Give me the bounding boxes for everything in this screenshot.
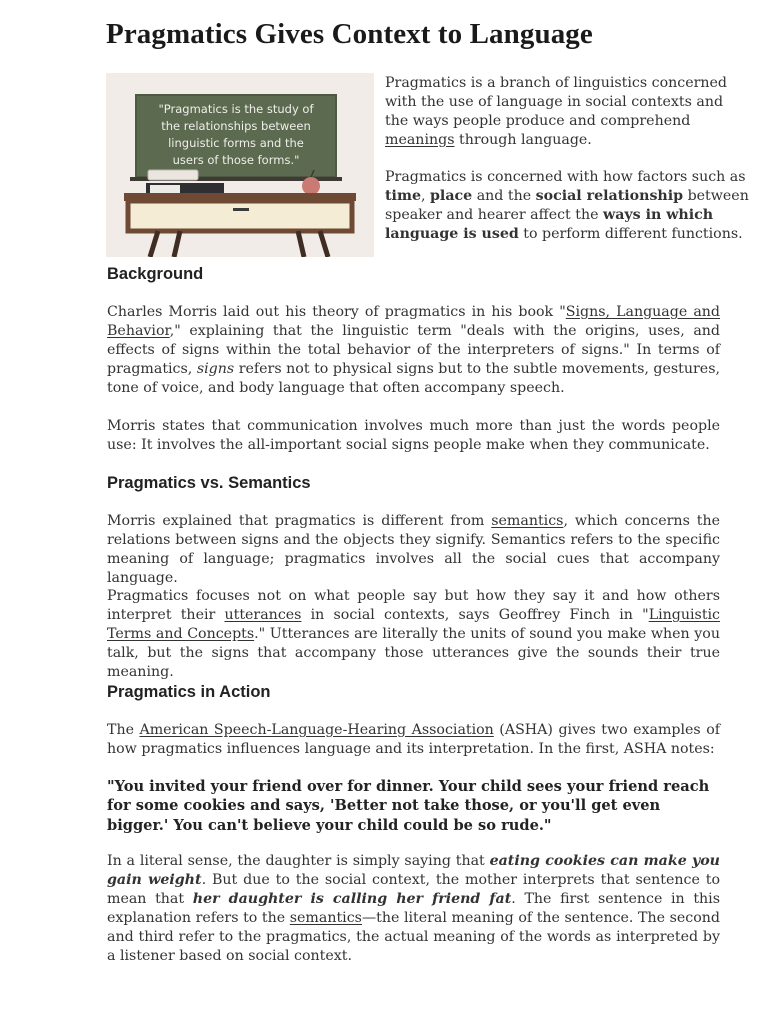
pragmatics-in-action-heading: Pragmatics in Action	[107, 683, 271, 701]
intro-paragraph-1: Pragmatics is a branch of linguistics concerned with the use of language in social contexts and the ways people produce and comprehend meanings through language.	[385, 75, 727, 148]
asha-quote: "You invited your friend over for dinner. Your child sees your friend reach for some cookies and says, 'Better not take those, or you'll get even bigger.' You can't believe your child could be so rude."	[107, 778, 710, 834]
intro-paragraph-2: Pragmatics is concerned with how factors such as time, place and the social relationship between speaker and hearer affect the ways in which language is used to perform different functions.	[385, 169, 749, 242]
signs-language-behavior-link[interactable]: Signs, Language and Behavior	[107, 304, 720, 339]
chalkboard-illustration	[106, 73, 374, 257]
vs-paragraph-1: Morris explained that pragmatics is different from semantics, which concerns the relations between signs and the objects they signify. Semantics refers to the specific meaning of language; pragmatics involves all the social cues that accompany language.	[107, 513, 720, 586]
background-paragraph-2: Morris states that communication involves much more than just the words people use: It involves the all-important social signs people make when they communicate.	[107, 418, 720, 453]
pragmatics-vs-semantics-heading: Pragmatics vs. Semantics	[107, 474, 311, 492]
board-line-3: linguistic forms and the	[168, 136, 304, 150]
board-line-1: "Pragmatics is the study of	[158, 102, 314, 116]
background-heading: Background	[107, 265, 204, 283]
action-paragraph-2: In a literal sense, the daughter is simply saying that eating cookies can make you gain weight. But due to the social context, the mother interprets that sentence to mean that her daughter is calling her friend fat. The first sentence in this explanation refers to the semantics—the literal meaning of the sentence. The second and third refer to the pragmatics, the actual meaning of the words as interpreted by a listener based on social context.	[107, 853, 721, 964]
chalkboard-desk-image	[106, 73, 374, 257]
board-line-2: the relationships between	[161, 119, 311, 133]
asha-link[interactable]: American Speech-Language-Hearing Association	[139, 722, 494, 738]
semantics-link-2[interactable]: semantics	[289, 910, 362, 926]
background-paragraph-1: Charles Morris laid out his theory of pragmatics in his book "Signs, Language and Behavior," explaining that the linguistic term "deals with the origins, uses, and effects of signs within the total behavior of the interpreters of signs." In terms of pragmatics, signs refers not to physical signs but to the subtle movements, gestures, tone of voice, and body language that often accompany speech.	[107, 304, 720, 396]
linguistic-terms-link[interactable]: Linguistic Terms and Concepts	[107, 607, 721, 642]
board-line-4: users of those forms."	[172, 153, 300, 167]
action-paragraph-1: The American Speech-Language-Hearing Association (ASHA) gives two examples of how pragmatics influences language and its interpretation. In the first, ASHA notes:	[107, 722, 720, 757]
vs-paragraph-2: Pragmatics focuses not on what people say but how they say it and how others interpret their utterances in social contexts, says Geoffrey Finch in "Linguistic Terms and Concepts." Utterances are literally the units of sound you make when you talk, but the signs that accompany those utterances give the sounds their true meaning.	[107, 588, 721, 680]
semantics-link[interactable]: semantics	[491, 513, 564, 529]
meanings-link[interactable]: meanings	[385, 132, 455, 148]
utterances-link[interactable]: utterances	[224, 607, 302, 623]
page-title: Pragmatics Gives Context to Language	[106, 18, 593, 50]
